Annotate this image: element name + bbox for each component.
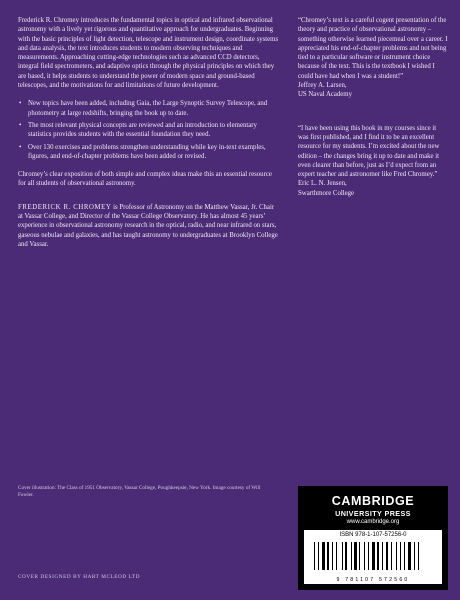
publisher-url: www.cambridge.org bbox=[346, 519, 400, 525]
barcode-bar bbox=[377, 542, 379, 570]
feature-item: • New topics have been added, including Gaia, the Large Synoptic Survey Telescope, and photometry at large redshifts, bringing the book up to date. bbox=[28, 99, 280, 118]
review-quote bbox=[298, 124, 448, 198]
barcode-bar bbox=[382, 542, 383, 570]
barcode-bar bbox=[400, 542, 402, 570]
barcode-bar bbox=[391, 542, 392, 570]
barcode-bar bbox=[332, 542, 333, 570]
publisher-name: CAMBRIDGE bbox=[331, 494, 415, 508]
barcode-bar bbox=[418, 542, 419, 570]
barcode-bar bbox=[314, 542, 315, 570]
isbn-box bbox=[304, 530, 442, 584]
barcode-bar bbox=[408, 542, 411, 570]
author-bio-text: is Professor of Astronomy on the Matthew Vassar, Jr. Chair at Vassar College, and Director of the Vassar College Observatory. He has almost 45 years’ experience in observational astronomy research in the optical, radio, and near infrared on stars, gaseous nebulae and galaxies, and has taught astronomy to undergraduates at Brooklyn College and Vassar. bbox=[18, 203, 278, 248]
quote-affiliation: Swarthmore College bbox=[298, 189, 355, 197]
barcode-bar bbox=[414, 542, 415, 570]
quote-text: “I have been using this book in my courses since it was first published, and I find it to be an excellent resource for my students. I’m excited about the new edition – the changes bring it up to date and make it even clearer than before, just as I’d expect from an expert teacher and astronomer like Fred Chromey.” bbox=[298, 124, 440, 179]
feature-item: • Over 130 exercises and problems strengthen understanding while key in-text examples, figures, and end-of-chapter problems have been added or revised. bbox=[28, 143, 280, 162]
barcode-bar bbox=[354, 542, 357, 570]
barcode-bar bbox=[342, 542, 343, 570]
cover-credit: Cover illustration: The Class of 1951 Observatory, Vassar College, Poughkeepsie, New York. Image courtesy of Will Fowler. bbox=[18, 485, 261, 499]
barcode-bar bbox=[368, 542, 369, 570]
feature-item: • The most relevant physical concepts are reviewed and an introduction to elementary statistics provides students with the essential foundation they need. bbox=[28, 121, 280, 140]
review-quote bbox=[298, 16, 448, 100]
description-column bbox=[18, 16, 280, 258]
barcode-bar bbox=[336, 542, 337, 570]
intro-paragraph: Frederick R. Chromey introduces the fundamental topics in optical and infrared observational astronomy with a lively yet rigorous and quantitative approach for undergraduates. Beginning with the basic principles of light detection, telescope and instrument design, coordinate systems and data analysis, the text introduces students to modern observing techniques and measurements. Approaching cutting-edge technologies such as advanced CCD detectors, integral field spectrometers, and adaptive optics through the physical principles on which they are based, it helps students to understand the power of modern space and ground-based telescopes, and the motivations for and limitations of future development. bbox=[18, 17, 279, 90]
review-quotes bbox=[298, 16, 448, 222]
barcode-bar bbox=[322, 542, 325, 570]
quote-author: Jeffrey A. Larsen, bbox=[298, 82, 347, 90]
author-name: FREDERICK R. CHROMEY bbox=[18, 203, 112, 211]
barcode-bar bbox=[327, 542, 329, 570]
barcode-bar bbox=[318, 542, 319, 570]
publisher-block bbox=[298, 486, 448, 590]
barcode-bar bbox=[345, 542, 347, 570]
barcode bbox=[314, 542, 432, 570]
barcode-digits: 9 781107 572560 bbox=[336, 577, 410, 583]
quote-affiliation: US Naval Academy bbox=[298, 91, 352, 99]
author-bio bbox=[18, 203, 280, 249]
publisher-imprint: UNIVERSITY PRESS bbox=[335, 509, 411, 518]
barcode-bar bbox=[359, 542, 360, 570]
quote-author: Eric L. N. Jensen, bbox=[298, 180, 347, 188]
isbn-number: ISBN 978-1-107-57256-0 bbox=[339, 532, 407, 538]
barcode-bar bbox=[372, 542, 375, 570]
feature-list bbox=[18, 99, 280, 161]
designer-credit: COVER DESIGNED BY HART MCLEOD LTD bbox=[18, 574, 141, 580]
barcode-bar bbox=[364, 542, 365, 570]
summary-paragraph: Chromey’s clear exposition of both simple and complex ideas make this an essential resource for all students of observational astronomy. bbox=[18, 171, 272, 188]
barcode-bar bbox=[351, 542, 352, 570]
barcode-bar bbox=[396, 542, 397, 570]
publisher-logo bbox=[298, 494, 448, 525]
barcode-bar bbox=[404, 542, 405, 570]
barcode-bar bbox=[386, 542, 388, 570]
quote-text: “Chromey’s text is a careful cogent presentation of the theory and practice of observational astronomy – something otherwise learned piecemeal over a career. I appreciated his end-of-chapter problems and not being tied to a particular software or instrument choice because of the text. This is the textbook I wished I could have had when I was a student!” bbox=[298, 17, 448, 80]
